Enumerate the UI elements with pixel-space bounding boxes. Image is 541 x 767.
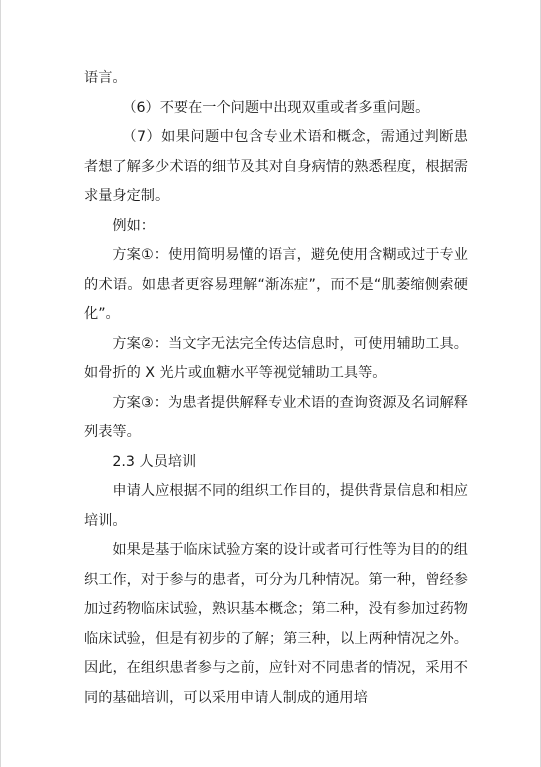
paragraph: 方案③：为患者提供解释专业术语的查询资源及名词解释列表等。 — [84, 394, 468, 440]
paragraph: 申请人应根据不同的组织工作目的，提供背景信息和相应培训。 — [84, 483, 468, 529]
paragraph: 如果是基于临床试验方案的设计或者可行性等为目的的组织工作，对于参与的患者，可分为几种情况。第一种，曾经参加过药物临床试验，熟识基本概念；第二种，没有参加过药物临床试验，但是有初步的了解；第三种，以上两种情况之外。因此，在组织患者参与之前，应针对不同患者的情况，采用不同的基础培训，可以采用申请人制成的通用培 — [84, 542, 468, 706]
paragraph: 方案①：使用简明易懂的语言，避免使用含糊或过于专业的术语。如患者更容易理解“渐冻症”，而不是“肌萎缩侧索硬化”。 — [84, 247, 468, 322]
paragraph: 例如： — [112, 217, 155, 234]
paragraph: （7）如果问题中包含专业术语和概念，需通过判断患者想了解多少术语的细节及其对自身病情的熟悉程度，根据需求量身定制。 — [84, 129, 468, 204]
paragraph: 语言。 — [84, 70, 127, 86]
paragraph: （6）不要在一个问题中出现双重或者多重问题。 — [122, 99, 430, 116]
paragraph: 方案②：当文字无法完全传达信息时，可使用辅助工具。如骨折的 X 光片或血糖水平等视觉辅助工具等。 — [84, 335, 468, 381]
document-body — [84, 64, 468, 713]
section-heading: 2.3 人员培训 — [112, 453, 197, 470]
